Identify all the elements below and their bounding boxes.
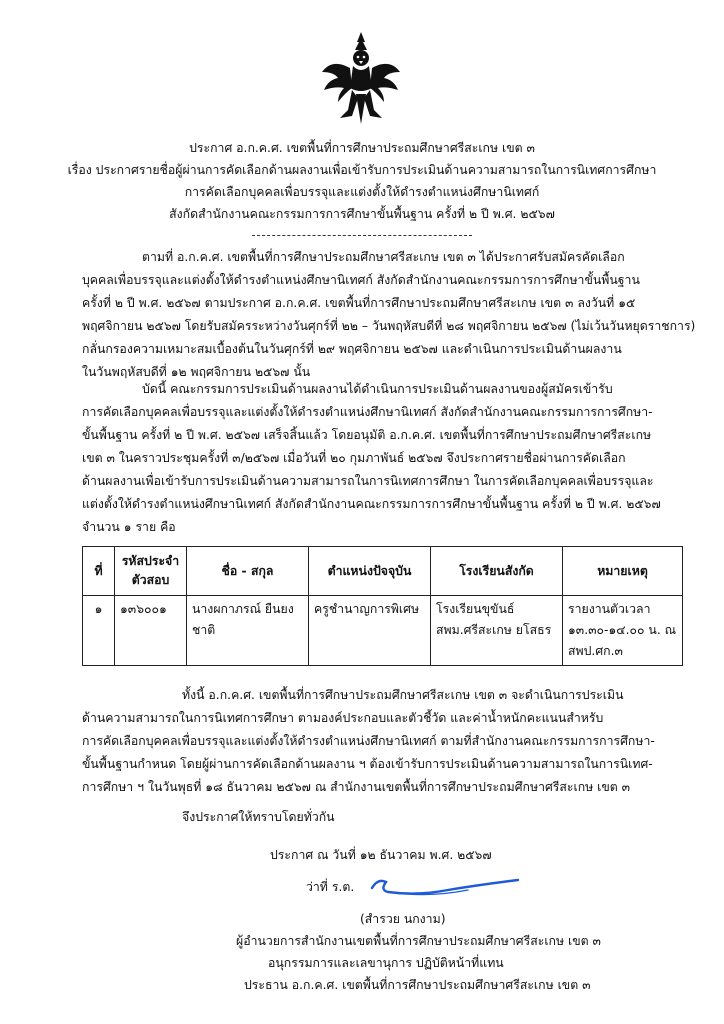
- signer-title-2: อนุกรรมการและเลขานุการ ปฏิบัติหน้าที่แทน: [268, 956, 504, 970]
- paragraph-line: ขั้นพื้นฐาน ครั้งที่ ๒ ปี พ.ศ. ๒๕๖๗ เสร็จสิ้นแล้ว โดยอนุมัติ อ.ก.ค.ศ. เขตพื้นที่การศึกษาประถมศึกษาศรีสะเกษ: [82, 428, 652, 442]
- cell-remark: รายงานตัวเวลา ๑๓.๓๐-๑๔.๐๐ น. ณ สพป.ศก.๓: [563, 596, 683, 666]
- cell-name: นางผกาภรณ์ ยืนยงชาติ: [187, 596, 309, 666]
- closing-text: จึงประกาศให้ทราบโดยทั่วกัน: [182, 810, 335, 824]
- paragraph-line: ตามที่ อ.ก.ค.ศ. เขตพื้นที่การศึกษาประถมศึกษาศรีสะเกษ เขต ๓ ได้ประกาศรับสมัครคัดเลือก: [142, 250, 625, 264]
- paragraph-3: [82, 684, 682, 799]
- header-line-4: สังกัดสำนักงานคณะกรรมการการศึกษาขั้นพื้นฐาน ครั้งที่ ๒ ปี พ.ศ. ๒๕๖๗: [169, 207, 555, 221]
- paragraph-line: ขั้นพื้นฐานกำหนด โดยผู้ผ่านการคัดเลือกด้านผลงาน ฯ ต้องเข้ารับการประเมินด้านความสามารถในการนิเทศ-: [82, 757, 653, 771]
- paragraph-line: จำนวน ๑ ราย คือ: [82, 520, 176, 534]
- paragraph-line: เขต ๓ ในคราวประชุมครั้งที่ ๓/๒๕๖๗ เมื่อวันที่ ๒๐ กุมภาพันธ์ ๒๕๖๗ จึงประกาศรายชื่อผ่านการคัดเลือก: [82, 451, 626, 465]
- paragraph-line: การคัดเลือกบุคคลเพื่อบรรจุและแต่งตั้งให้ดำรงตำแหน่งศึกษานิเทศก์ สังกัดสำนักงานคณะกรรมการการศึกษา-: [82, 405, 653, 419]
- paragraph-line: ในวันพฤหัสบดีที่ ๑๒ พฤศจิกายน ๒๕๖๗ นั้น: [82, 365, 311, 379]
- paragraph-line: การคัดเลือกบุคคลเพื่อบรรจุและแต่งตั้งให้ดำรงตำแหน่งศึกษานิเทศก์ ตามที่สำนักงานคณะกรรมการการศึกษา-: [82, 734, 655, 748]
- cell-exam-id: ๑๓๖๐๐๑: [115, 596, 187, 666]
- paragraph-1: [82, 246, 696, 384]
- cell-school: โรงเรียนขุขันธ์ สพม.ศรีสะเกษ ยโสธร: [431, 596, 563, 666]
- header-subject: เรื่อง ประกาศรายชื่อผู้ผ่านการคัดเลือกด้านผลงานเพื่อเข้ารับการประเมินด้านความสามารถในการนิเทศการศึกษา: [67, 163, 657, 177]
- table-row: [83, 596, 683, 666]
- signature-icon: [368, 868, 528, 900]
- paragraph-line: ด้านความสามารถในการนิเทศการศึกษา ตามองค์ประกอบและตัวชี้วัด และค่าน้ำหนักคะแนนสำหรับ: [82, 711, 604, 725]
- table-header-row: [83, 547, 683, 596]
- signer-title-1: ผู้อำนวยการสำนักงานเขตพื้นที่การศึกษาประถมศึกษาศรีสะเกษ เขต ๓: [236, 934, 601, 948]
- paragraph-line: ครั้งที่ ๒ ปี พ.ศ. ๒๕๖๗ ตามประกาศ อ.ก.ค.ศ. เขตพื้นที่การศึกษาประถมศึกษาศรีสะเกษ เขต ๓ ลงวันที่ ๑๕: [82, 296, 636, 310]
- cell-position: ครูชำนาญการพิเศษ: [309, 596, 431, 666]
- paragraph-line: ด้านผลงานเพื่อเข้ารับการประเมินด้านความสามารถในการนิเทศการศึกษา ในการคัดเลือกบุคคลเพื่อบรรจุและ: [82, 474, 654, 488]
- paragraph-2: [82, 378, 682, 539]
- signer-name: (สำรวย นกงาม): [360, 912, 446, 926]
- announcement-date: ประกาศ ณ วันที่ ๑๒ ธันวาคม พ.ศ. ๒๕๖๗: [270, 848, 492, 862]
- col-header-position: ตำแหน่งปัจจุบัน: [309, 547, 431, 596]
- col-header-remark: หมายเหตุ: [563, 547, 683, 596]
- header-divider: [252, 235, 472, 236]
- paragraph-line: กลั่นกรองความเหมาะสมเบื้องต้นในวันศุกร์ที่ ๒๙ พฤศจิกายน ๒๕๖๗ และดำเนินการประเมินด้านผลงาน: [82, 342, 622, 356]
- paragraph-line: การศึกษา ฯ ในวันพุธที่ ๑๘ ธันวาคม ๒๕๖๗ ณ สำนักงานเขตพื้นที่การศึกษาประถมศึกษาศรีสะเกษ เขต ๓: [82, 780, 631, 794]
- header-line-3: การคัดเลือกบุคคลเพื่อบรรจุและแต่งตั้งให้ดำรงตำแหน่งศึกษานิเทศก์: [184, 185, 540, 199]
- results-table: [82, 546, 683, 666]
- paragraph-line: พฤศจิกายน ๒๕๖๗ โดยรับสมัครระหว่างวันศุกร์ที่ ๒๒ – วันพฤหัสบดีที่ ๒๘ พฤศจิกายน ๒๕๖๗ (ไม่เว้นวันหยุดราชการ): [82, 319, 696, 333]
- paragraph-line: ทั้งนี้ อ.ก.ค.ศ. เขตพื้นที่การศึกษาประถมศึกษาศรีสะเกษ เขต ๓ จะดำเนินการประเมิน: [182, 688, 624, 702]
- signer-rank: ว่าที่ ร.ต.: [306, 880, 355, 894]
- paragraph-line: แต่งตั้งให้ดำรงตำแหน่งศึกษานิเทศก์ สังกัดสำนักงานคณะกรรมการการศึกษาขั้นพื้นฐาน ครั้งที่ ๒ ปี พ.ศ. ๒๕๖๗: [82, 497, 661, 511]
- cell-no: ๑: [83, 596, 115, 666]
- header-line-1: ประกาศ อ.ก.ค.ศ. เขตพื้นที่การศึกษาประถมศึกษาศรีสะเกษ เขต ๓: [189, 141, 535, 155]
- col-header-name: ชื่อ - สกุล: [187, 547, 309, 596]
- col-header-exam-id: รหัสประจำตัวสอบ: [115, 547, 187, 596]
- garuda-emblem-icon: [318, 28, 404, 128]
- paragraph-line: บัดนี้ คณะกรรมการประเมินด้านผลงานได้ดำเนินการประเมินด้านผลงานของผู้สมัครเข้ารับ: [142, 382, 613, 396]
- col-header-no: ที่: [83, 547, 115, 596]
- signer-title-3: ประธาน อ.ก.ค.ศ. เขตพื้นที่การศึกษาประถมศึกษาศรีสะเกษ เขต ๓: [244, 978, 591, 992]
- col-header-school: โรงเรียนสังกัด: [431, 547, 563, 596]
- paragraph-line: บุคคลเพื่อบรรจุและแต่งตั้งให้ดำรงตำแหน่งศึกษานิเทศก์ สังกัดสำนักงานคณะกรรมการการศึกษาขั้นพื้นฐาน: [82, 273, 640, 287]
